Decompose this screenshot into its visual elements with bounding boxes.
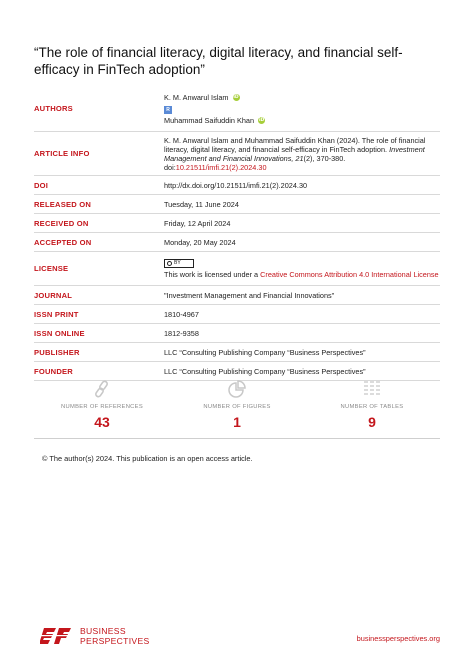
cc-by-icon[interactable] [164,259,194,268]
copyright-notice: © The author(s) 2024. This publication is an open access article. [42,454,253,463]
stat-value: 9 [368,414,376,430]
doi-row [34,176,440,195]
accepted-on-value: Monday, 20 May 2024 [164,237,236,247]
license-row [34,252,440,286]
stat-references [34,380,170,430]
released-on-row [34,195,440,214]
article-title: “The role of financial literacy, digital literacy, and financial self-efficacy in FinTech adoption” [34,45,403,77]
doi-link[interactable]: 10.21511/imfi.21(2).2024.30 [175,162,267,172]
table-icon [363,380,381,398]
researcherid-icon[interactable]: R [164,106,172,114]
stats-bar [34,380,440,439]
doi-prefix: doi: [164,162,176,172]
orcid-icon[interactable]: iD [233,95,239,101]
logo-line-2: PERSPECTIVES [80,636,150,646]
article-info-label: ARTICLE INFO [34,149,90,158]
publisher-label: PUBLISHER [34,347,80,357]
issn-online-label: ISSN ONLINE [34,328,85,338]
journal-row [34,286,440,305]
stat-tables [304,380,440,430]
license-label: LICENSE [34,264,69,273]
doi-label: DOI [34,180,49,190]
accepted-on-label: ACCEPTED ON [34,237,92,247]
journal-label: JOURNAL [34,290,73,300]
received-on-label: RECEIVED ON [34,218,89,228]
link-icon [94,380,110,398]
released-on-value: Tuesday, 11 June 2024 [164,199,239,209]
stat-label: NUMBER OF FIGURES [203,404,271,410]
received-on-value: Friday, 12 April 2024 [164,218,231,228]
cc-icon [167,261,172,266]
publisher-logo[interactable] [40,626,150,646]
accepted-on-row [34,233,440,252]
released-on-label: RELEASED ON [34,199,92,209]
orcid-icon[interactable]: iD [258,118,265,124]
stat-figures [169,380,305,430]
license-link[interactable]: Creative Commons Attribution 4.0 International License [260,269,439,279]
received-on-row [34,214,440,233]
stat-value: 1 [233,414,241,430]
journal-value: "Investment Management and Financial Innovations" [164,290,335,300]
doi-value[interactable]: http://dx.doi.org/10.21511/imfi.21(2).2024.30 [164,180,308,190]
citation-text: K. M. Anwarul Islam and Muhammad Saifuddin Khan (2024). The role of financial literacy, digital literacy, and financial self-efficacy in FinTech adoption. [164,135,426,154]
website-link[interactable]: businessperspectives.org [356,634,440,643]
license-text: This work is licensed under a [164,269,261,279]
business-perspectives-logo-icon [40,626,74,646]
cc-badge-text: BY [174,259,181,266]
license-value [164,252,440,285]
pie-chart-icon [228,380,246,398]
publisher-value: LLC “Consulting Publishing Company “Business Perspectives” [164,347,366,357]
citation-issue-pages: (2), 370-380. [303,153,346,163]
article-info-row [34,132,440,176]
founder-value: LLC “Consulting Publishing Company “Business Perspectives” [164,366,366,376]
metadata-table [34,86,440,381]
stat-label: NUMBER OF TABLES [340,404,404,410]
logo-line-1: BUSINESS [80,626,126,636]
article-info-value [164,132,440,175]
logo-text [80,626,150,646]
issn-print-value: 1810-4967 [164,309,199,319]
stat-label: NUMBER OF REFERENCES [60,404,143,410]
issn-online-value: 1812-9358 [164,328,199,338]
author-name: K. M. Anwarul Islam [164,92,229,102]
authors-row [34,86,440,132]
stat-value: 43 [94,414,110,430]
founder-label: FOUNDER [34,366,73,376]
founder-row [34,362,440,381]
author-name: Muhammad Saifuddin Khan [164,115,255,125]
authors-label: AUTHORS [34,104,73,113]
citation-journal: Investment Management and Financial Innovations, 21 [164,144,425,163]
issn-online-row [34,324,440,343]
authors-value [164,86,440,131]
publisher-row [34,343,440,362]
issn-print-label: ISSN PRINT [34,309,79,319]
issn-print-row [34,305,440,324]
